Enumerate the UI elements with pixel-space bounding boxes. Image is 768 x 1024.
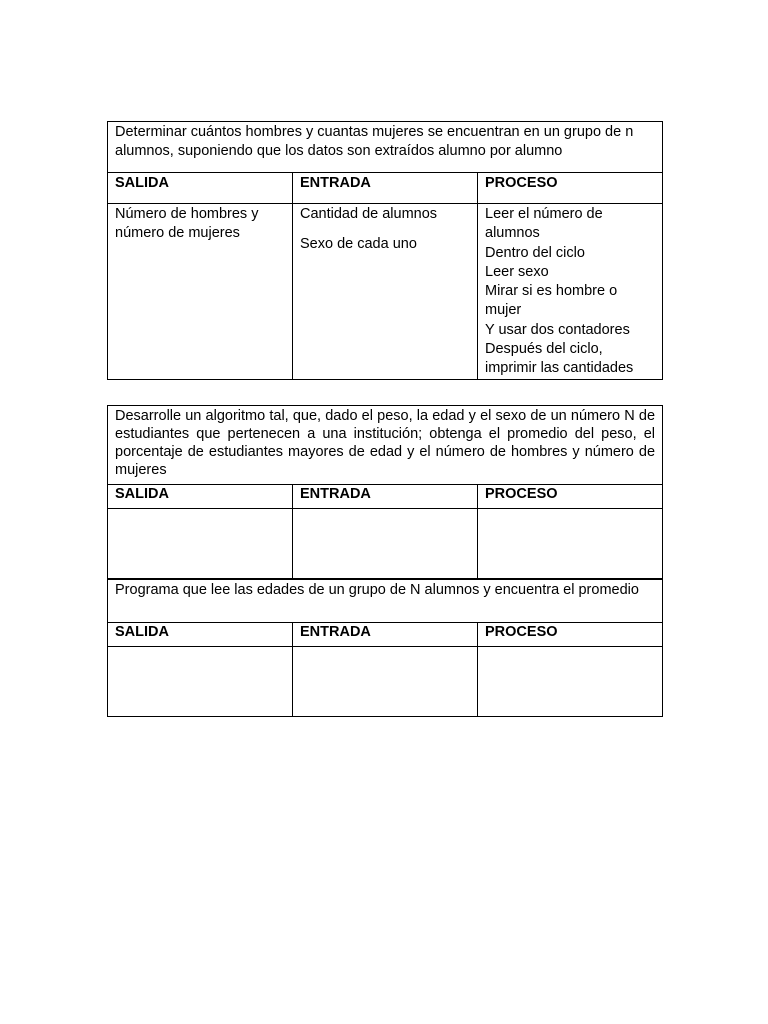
header-salida: SALIDA	[108, 623, 293, 647]
problem-statement: Determinar cuántos hombres y cuantas mujeres se encuentran en un grupo de n alumnos, suponiendo que los datos son extraídos alumno por alumno	[108, 122, 663, 173]
problem-statement: Desarrolle un algoritmo tal, que, dado el peso, la edad y el sexo de un número N de estudiantes que pertenecen a una institución; obtenga el promedio del peso, el porcentaje de estudiantes mayores de edad y el número de hombres y número de mujeres	[108, 406, 663, 485]
header-proceso: PROCESO	[478, 485, 663, 509]
proceso-line: Leer sexo	[485, 263, 549, 280]
salida-cell: Número de hombres y número de mujeres	[108, 204, 293, 380]
header-entrada: ENTRADA	[293, 173, 478, 204]
header-salida: SALIDA	[108, 173, 293, 204]
header-entrada: ENTRADA	[293, 485, 478, 509]
proceso-line: Dentro del ciclo	[485, 244, 585, 261]
salida-cell[interactable]	[108, 509, 293, 580]
proceso-line: Y usar dos contadores	[485, 321, 630, 338]
header-entrada: ENTRADA	[293, 623, 478, 647]
proceso-cell[interactable]	[478, 509, 663, 580]
problem-statement: Programa que lee las edades de un grupo de N alumnos y encuentra el promedio	[108, 579, 663, 623]
entrada-cell[interactable]	[293, 509, 478, 580]
proceso-line: Después del ciclo, imprimir las cantidades	[485, 341, 634, 377]
salida-cell[interactable]	[108, 647, 293, 717]
header-proceso: PROCESO	[478, 173, 663, 204]
header-proceso: PROCESO	[478, 623, 663, 647]
entrada-line: Sexo de cada uno	[300, 236, 417, 253]
proceso-cell	[478, 204, 663, 380]
proceso-line: Mirar si es hombre o mujer	[485, 283, 618, 319]
entrada-cell[interactable]	[293, 647, 478, 717]
header-salida: SALIDA	[108, 485, 293, 509]
problem-table-2	[107, 405, 663, 580]
entrada-line: Cantidad de alumnos	[300, 206, 438, 222]
entrada-cell	[293, 204, 478, 380]
proceso-cell[interactable]	[478, 647, 663, 717]
problem-table-1	[107, 121, 663, 380]
proceso-line: Leer el número de alumnos	[485, 206, 603, 242]
problem-table-3	[107, 578, 663, 717]
